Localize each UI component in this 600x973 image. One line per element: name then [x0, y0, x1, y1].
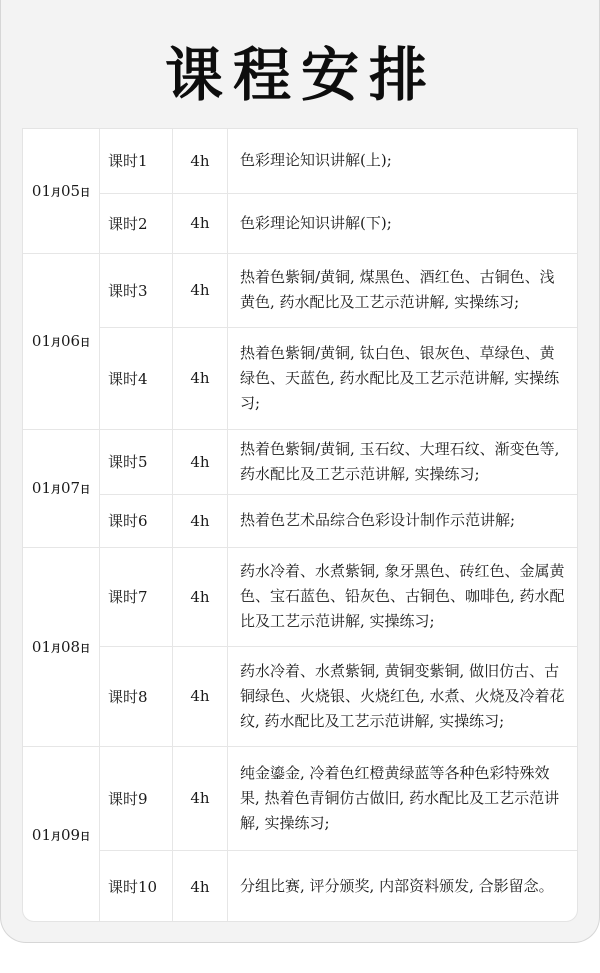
lesson-cell: 课时8: [100, 646, 173, 746]
hours-cell: 4h: [173, 646, 228, 746]
lesson-cell: 课时3: [100, 253, 173, 327]
hours-cell: 4h: [173, 129, 228, 193]
content-cell: 热着色紫铜/黄铜, 煤黑色、酒红色、古铜色、浅黄色, 药水配比及工艺示范讲解, 实操练习;: [228, 253, 579, 327]
lesson-cell: 课时9: [100, 746, 173, 850]
table-row: [23, 746, 578, 850]
content-cell: 纯金鎏金, 冷着色红橙黄绿蓝等各种色彩特殊效果, 热着色青铜仿古做旧, 药水配比及工艺示范讲解, 实操练习;: [228, 746, 579, 850]
date-cell: [23, 547, 100, 746]
date-month: 01: [31, 825, 51, 844]
date-cell: [23, 253, 100, 429]
content-cell: 热着色紫铜/黄铜, 钛白色、银灰色、草绿色、黄绿色、天蓝色, 药水配比及工艺示范讲解, 实操练习;: [228, 327, 579, 429]
table-row: [23, 646, 578, 746]
date-day-unit: 日: [80, 187, 91, 199]
date-day-unit: 日: [80, 338, 91, 349]
lesson-cell: 课时4: [100, 327, 173, 429]
hours-cell: 4h: [173, 327, 228, 429]
date-month: 01: [31, 332, 51, 350]
content-cell: 热着色艺术品综合色彩设计制作示范讲解;: [228, 494, 579, 547]
content-cell: 色彩理论知识讲解(下);: [228, 193, 579, 253]
hours-cell: 4h: [173, 253, 228, 327]
hours-cell: 4h: [173, 850, 228, 922]
table-row: [23, 193, 578, 253]
content-cell: 分组比赛, 评分颁奖, 内部资料颁发, 合影留念。: [228, 850, 579, 922]
date-cell: [23, 746, 100, 922]
content-cell: 药水冷着、水煮紫铜, 象牙黑色、砖红色、金属黄色、宝石蓝色、铅灰色、古铜色、咖啡色, 药水配比及工艺示范讲解, 实操练习;: [228, 547, 579, 646]
date-day-unit: 日: [80, 485, 91, 496]
date-month: 01: [31, 181, 51, 200]
table-row: [23, 494, 578, 547]
date-month-unit: 月: [51, 831, 61, 843]
date-month-unit: 月: [51, 643, 61, 655]
date-day: 05: [61, 181, 81, 200]
page-title: 课程安排: [164, 41, 437, 109]
hours-cell: 4h: [173, 547, 228, 646]
date-day: 08: [61, 637, 81, 656]
date-day: 09: [61, 825, 81, 844]
lesson-cell: 课时7: [100, 547, 173, 646]
content-cell: 热着色紫铜/黄铜, 玉石纹、大理石纹、渐变色等, 药水配比及工艺示范讲解, 实操练习;: [228, 429, 579, 494]
table-row: [23, 429, 578, 494]
date-day-unit: 日: [80, 643, 91, 655]
table-row: [23, 850, 578, 922]
date-month-unit: 月: [51, 485, 61, 496]
date-month-unit: 月: [51, 187, 61, 199]
hours-cell: 4h: [173, 746, 228, 850]
content-cell: 药水冷着、水煮紫铜, 黄铜变紫铜, 做旧仿古、古铜绿色、火烧银、火烧红色, 水煮、火烧及冷着花纹, 药水配比及工艺示范讲解, 实操练习;: [228, 646, 579, 746]
content-cell: 色彩理论知识讲解(上);: [228, 129, 579, 193]
schedule-table-body: [23, 129, 578, 922]
table-row: [23, 327, 578, 429]
lesson-cell: 课时6: [100, 494, 173, 547]
lesson-cell: 课时10: [100, 850, 173, 922]
date-day: 06: [61, 332, 81, 350]
date-cell: [23, 429, 100, 547]
date-day-unit: 日: [80, 831, 91, 843]
lesson-cell: 课时1: [100, 129, 173, 193]
table-row: [23, 129, 578, 193]
table-row: [23, 547, 578, 646]
date-month: 01: [31, 637, 51, 656]
table-row: [23, 253, 578, 327]
date-cell: [23, 129, 100, 253]
hours-cell: 4h: [173, 494, 228, 547]
schedule-card: [22, 128, 578, 922]
lesson-cell: 课时2: [100, 193, 173, 253]
date-day: 07: [61, 479, 81, 497]
hours-cell: 4h: [173, 193, 228, 253]
lesson-cell: 课时5: [100, 429, 173, 494]
date-month: 01: [31, 479, 51, 497]
hours-cell: 4h: [173, 429, 228, 494]
schedule-table: [23, 129, 578, 922]
date-month-unit: 月: [51, 338, 61, 349]
